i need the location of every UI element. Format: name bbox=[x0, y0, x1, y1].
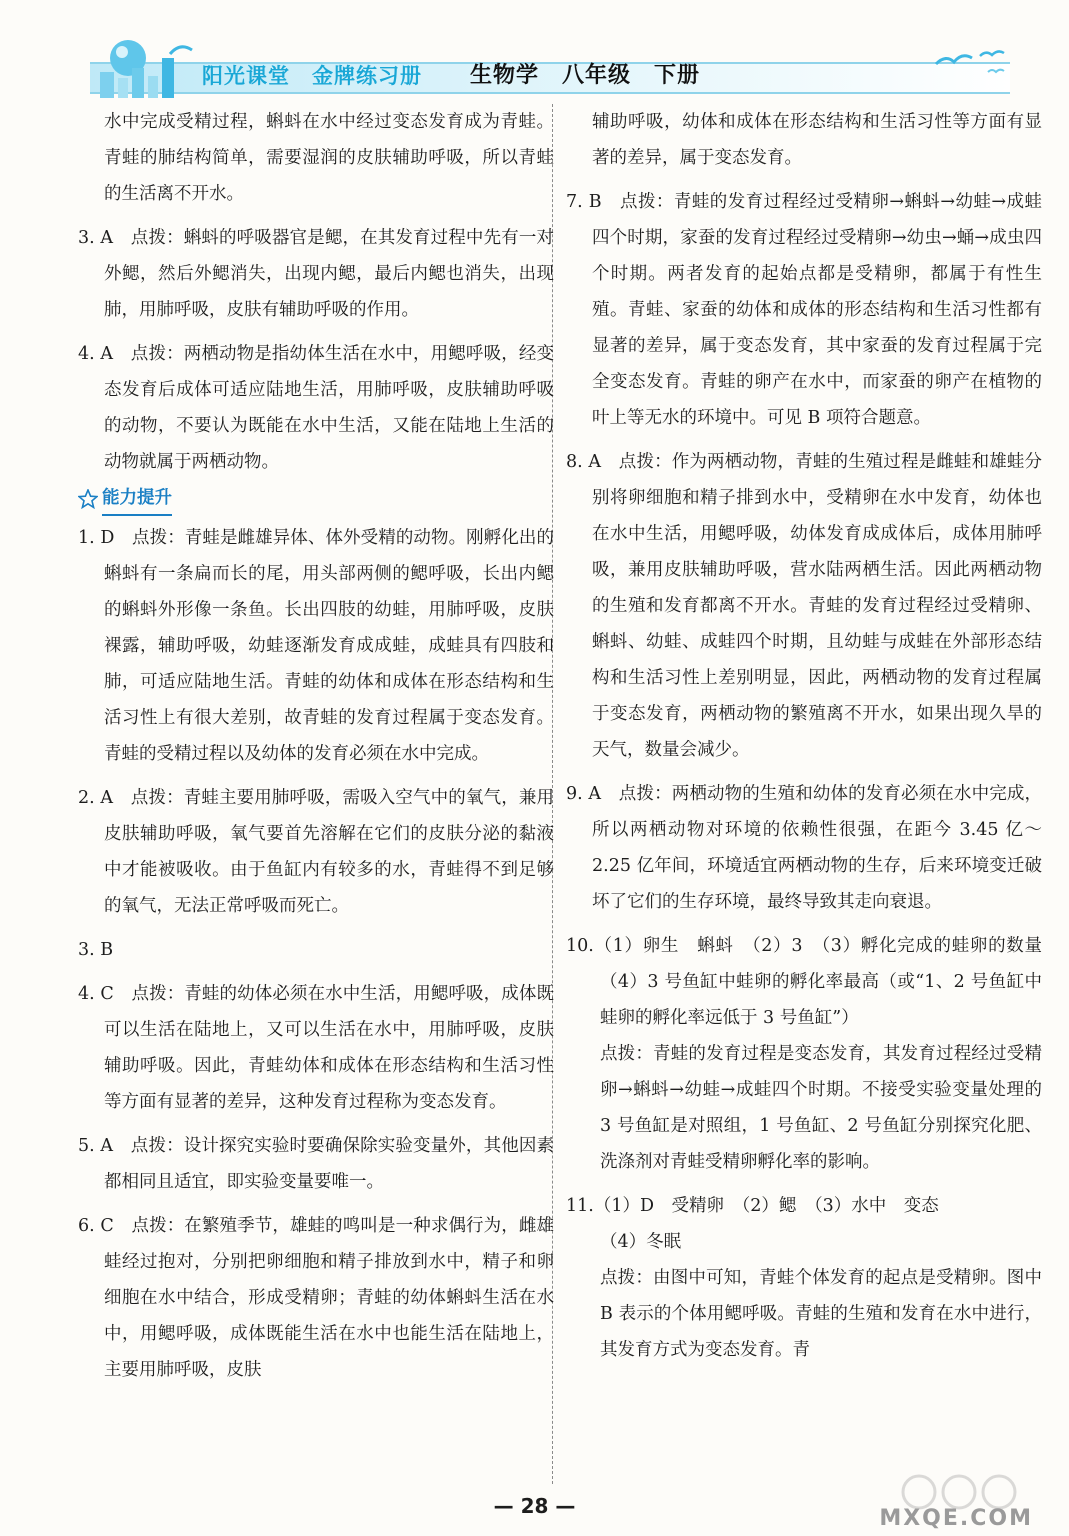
answer-item: 8. A 点拨：作为两栖动物，青蛙的生殖过程是雌蛙和雄蛙分别将卵细胞和精子排到水中，受精卵在水中发育，幼体也在水中生活，用鳃呼吸，幼体发育成成体后，成体用肺呼吸，兼用皮肤辅助呼吸，营水陆两栖生活。因此两栖动物的生殖和发育都离不开水。青蛙的发育过程经过受精卵、蝌蚪、幼蛙、成蛙四个时期，且幼蛙与成蛙在外部形态结构和生活习性上差别明显，因此，两栖动物的发育过程属于变态发育，两栖动物的繁殖离不开水，如果出现久旱的天气，数量会减少。 bbox=[566, 452, 1042, 760]
page-number: — 28 — bbox=[493, 1494, 576, 1518]
answer-text: 辅助呼吸，幼体和成体在形态结构和生活习性等方面有显著的差异，属于变态发育。 bbox=[592, 112, 1042, 168]
answer-item: 10.（1）卵生 蝌蚪 （2）3 （3）孵化完成的蛙卵的数量 （4）3 号鱼缸中蛙卵的孵化率最高（或“1、2 号鱼缸中蛙卵的孵化率远低于 3 号鱼缸”） bbox=[566, 936, 1060, 1028]
answer-item: 9. A 点拨：两栖动物的生殖和幼体的发育必须在水中完成，所以两栖动物对环境的依赖性很强，在距今 3.45 亿～2.25 亿年间，环境适宜两栖动物的生存，后来环境变迁破坏了它们的生存环境，最终导致其走向衰退。 bbox=[566, 784, 1042, 912]
right-column bbox=[566, 104, 1060, 1368]
answer-item: 11.（1）D 受精卵 （2）鳃 （3）水中 变态 bbox=[566, 1196, 939, 1216]
book-series-title: 阳光课堂 金牌练习册 bbox=[202, 63, 422, 88]
star-icon bbox=[78, 489, 98, 509]
birds-icon bbox=[930, 42, 1010, 82]
answer-item: 1. D 点拨：青蛙是雌雄异体、体外受精的动物。刚孵化出的蝌蚪有一条扁而长的尾，用头部两侧的鳃呼吸，长出内鳃的蝌蚪外形像一条鱼。长出四肢的幼蛙，用肺呼吸，皮肤裸露，辅助呼吸，幼蛙逐渐发育成成蛙，成蛙具有四肢和肺，可适应陆地生活。青蛙的幼体和成体在形态结构和生活习性上有很大差别，故青蛙的发育过程属于变态发育。青蛙的受精过程以及幼体的发育必须在水中完成。 bbox=[78, 528, 554, 764]
answer-item: 3. A 点拨：蝌蚪的呼吸器官是鳃，在其发育过程中先有一对外鳃，然后外鳃消失，出现内鳃，最后内鳃也消失，出现肺，用肺呼吸，皮肤有辅助呼吸的作用。 bbox=[78, 228, 554, 320]
answer-explanation: 点拨：青蛙的发育过程是变态发育，其发育过程经过受精卵→蝌蚪→幼蛙→成蛙四个时期。不接受实验变量处理的 3 号鱼缸是对照组，1 号鱼缸、2 号鱼缸分别探究化肥、洗涤剂对青蛙受精卵孵化率的影响。 bbox=[600, 1044, 1042, 1172]
answer-item: 7. B 点拨：青蛙的发育过程经过受精卵→蝌蚪→幼蛙→成蛙四个时期，家蚕的发育过程经过受精卵→幼虫→蛹→成虫四个时期。两者发育的起始点都是受精卵，都属于有性生殖。青蛙、家蚕的幼体和成体的形态结构和生活习性都有显著的差异，属于变态发育，其中家蚕的发育过程属于完全变态发育。青蛙的卵产在水中，而家蚕的卵产在植物的叶上等无水的环境中。可见 B 项符合题意。 bbox=[566, 192, 1042, 428]
section-heading bbox=[78, 482, 554, 516]
left-column bbox=[78, 104, 554, 1388]
answer-item: 3. B bbox=[78, 940, 114, 960]
page-header bbox=[70, 52, 1010, 100]
answer-item: 4. C 点拨：青蛙的幼体必须在水中生活，用鳃呼吸，成体既可以生活在陆地上，又可以生活在水中，用肺呼吸，皮肤辅助呼吸。因此，青蛙幼体和成体在形态结构和生活习性等方面有显著的差异，这种发育过程称为变态发育。 bbox=[78, 984, 554, 1112]
section-label: 能力提升 bbox=[102, 482, 172, 516]
answer-item: 2. A 点拨：青蛙主要用肺呼吸，需吸入空气中的氧气，兼用皮肤辅助呼吸，氧气要首先溶解在它们的皮肤分泌的黏液中才能被吸收。由于鱼缸内有较多的水，青蛙得不到足够的氧气，无法正常呼吸而死亡。 bbox=[78, 788, 554, 916]
answer-item: 6. C 点拨：在繁殖季节，雄蛙的鸣叫是一种求偶行为，雌雄蛙经过抱对，分别把卵细胞和精子排放到水中，精子和卵细胞在水中结合，形成受精卵；青蛙的幼体蝌蚪生活在水中，用鳃呼吸，成体既能生活在水中也能生活在陆地上，主要用肺呼吸，皮肤 bbox=[78, 1216, 554, 1380]
answer-text: 水中完成受精过程，蝌蚪在水中经过变态发育成为青蛙。青蛙的肺结构简单，需要湿润的皮肤辅助呼吸，所以青蛙的生活离不开水。 bbox=[104, 112, 554, 204]
watermark-text: MXQE.COM bbox=[879, 1506, 1033, 1531]
answer-item: 5. A 点拨：设计探究实验时要确保除实验变量外，其他因素都相同且适宜，即实验变量要唯一。 bbox=[78, 1136, 554, 1192]
answer-explanation: 点拨：由图中可知，青蛙个体发育的起点是受精卵。图中 B 表示的个体用鳃呼吸。青蛙的生殖和发育在水中进行，其发育方式为变态发育。青 bbox=[600, 1268, 1042, 1360]
answer-item: 4. A 点拨：两栖动物是指幼体生活在水中，用鳃呼吸，经变态发育后成体可适应陆地生活，用肺呼吸，皮肤辅助呼吸的动物，不要认为既能在水中生活，又能在陆地上生活的动物就属于两栖动物。 bbox=[78, 344, 554, 472]
answer-text: （4）冬眠 bbox=[600, 1232, 682, 1252]
book-subject-title: 生物学 八年级 下册 bbox=[470, 63, 701, 88]
